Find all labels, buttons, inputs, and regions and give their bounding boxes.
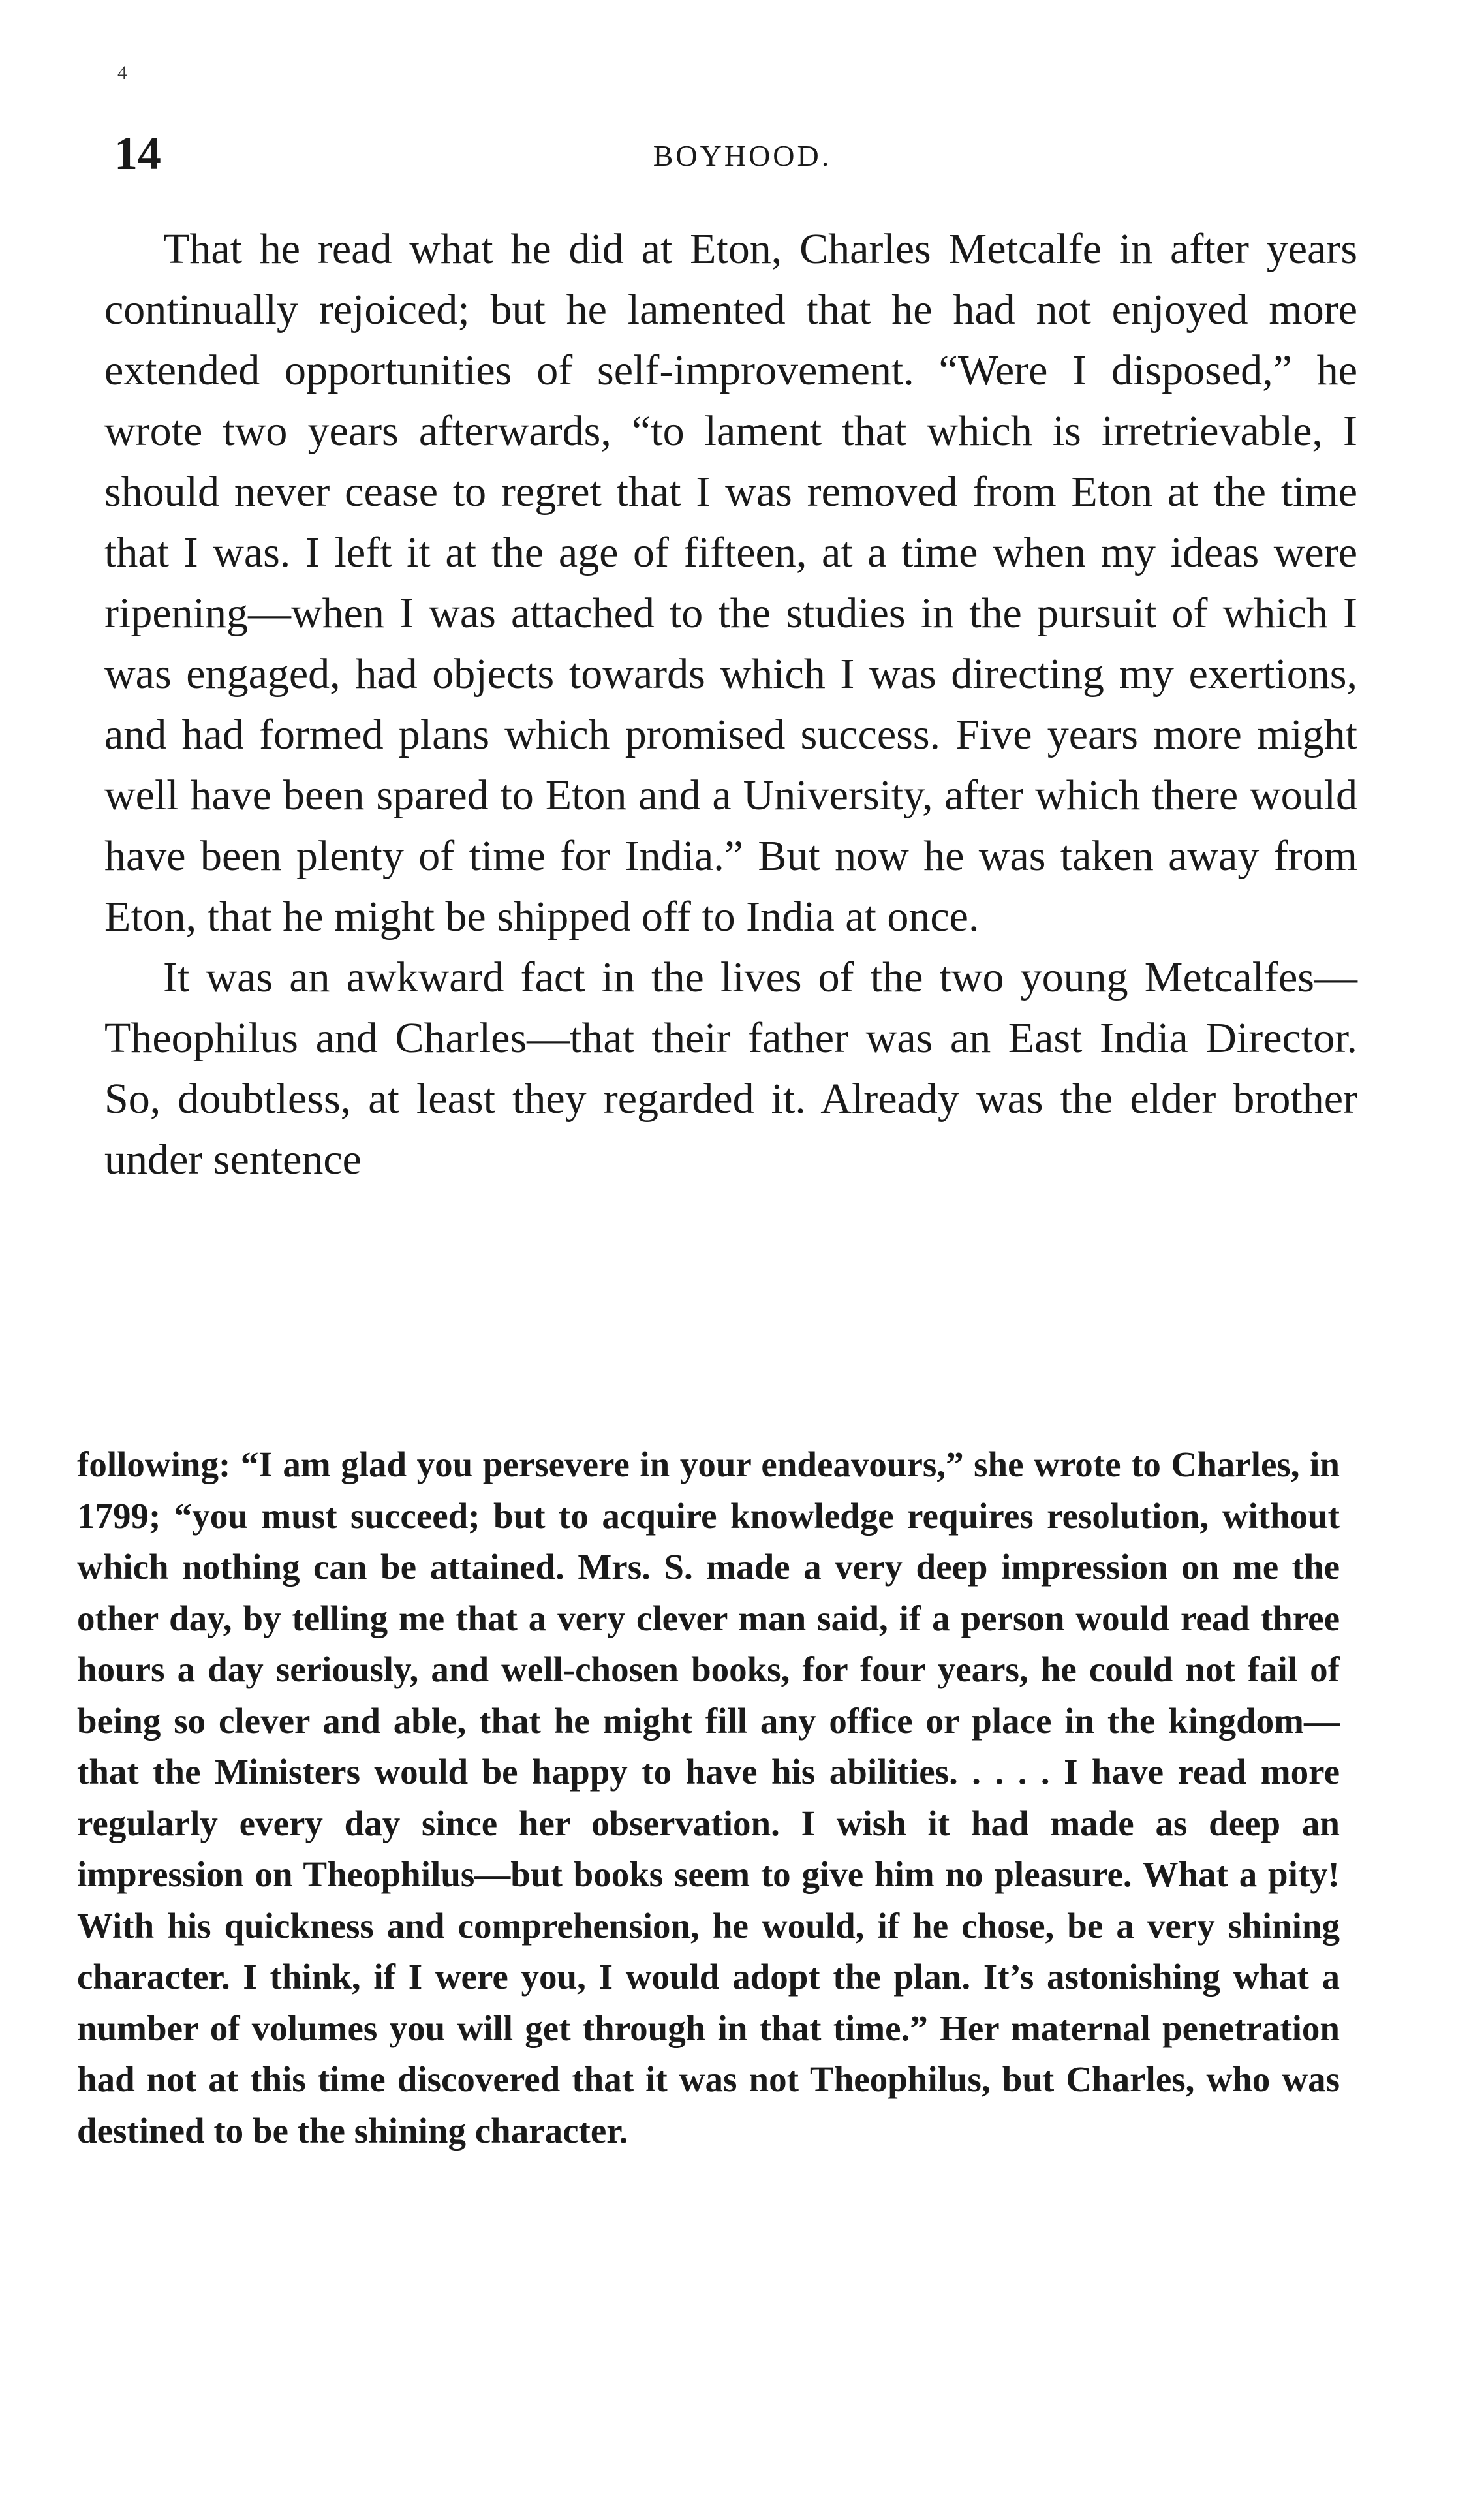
footnote [77, 1439, 1340, 2156]
stray-mark: 4 [117, 62, 127, 84]
paragraph: That he read what he did at Eton, Charles Metcalfe in after years continually rejoiced; but he lamented that he had not enjoyed more extended opportunities of self-improvement. “Were I disposed,” he wrote two years afterwards, “to lament that which is irretrievable, I should never cease to regret that I was removed from Eton at the time that I was. I left it at the age of fifteen, at a time when my ideas were ripening—when I was attached to the studies in the pursuit of which I was engaged, had objects towards which I was directing my exertions, and had formed plans which promised success. Five years more might well have been spared to Eton and a University, after which there would have been plenty of time for India.” But now he was taken away from Eton, that he might be shipped off to India at once. [104, 225, 1357, 941]
page-header [114, 124, 1370, 183]
paragraph: It was an awkward fact in the lives of the two young Metcalfes—Theophilus and Charles—that their father was an East India Director. So, doubtless, at least they regarded it. Already was the elder brother under sentence [104, 954, 1357, 1183]
footnote-text: following: “I am glad you persevere in your endeavours,” she wrote to Charles, in 1799; “you must succeed; but to acquire knowledge requires resolution, without which nothing can be attained. Mrs. S. made a very deep impression on me the other day, by telling me that a very clever man said, if a person would read three hours a day seriously, and well-chosen books, for four years, he could not fail of being so clever and able, that he might fill any office or place in the kingdom—that the Ministers would be happy to have his abilities. . . . . I have read more regularly every day since her observation. I wish it had made as deep an impression on Theophilus—but books seem to give him no pleasure. What a pity! With his quickness and comprehension, he would, if he chose, be a very shining character. I think, if I were you, I would adopt the plan. It’s astonishing what a number of volumes you will get through in that time.” Her maternal penetration had not at this time discovered that it was not Theophilus, but Charles, who was destined to be the shining character. [77, 1444, 1340, 2151]
running-head: BOYHOOD. [653, 139, 832, 172]
page-number: 14 [114, 127, 161, 179]
main-text [104, 219, 1357, 1190]
